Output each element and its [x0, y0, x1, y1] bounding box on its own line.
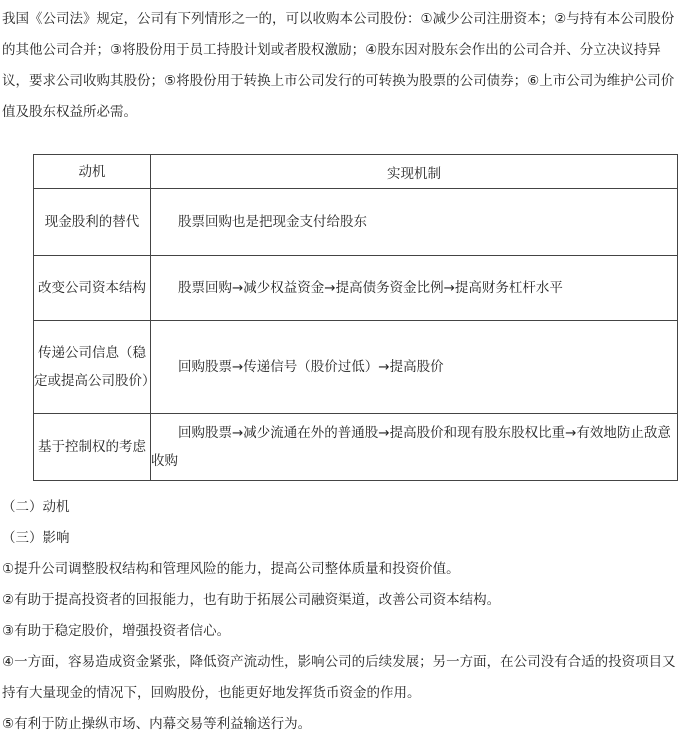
- table-cell-motive: 基于控制权的考虑: [34, 414, 151, 481]
- table-header-row: [34, 155, 678, 189]
- table-row: [34, 256, 678, 321]
- body-text: [2, 492, 678, 740]
- section-heading-impact: （三）影响: [2, 530, 70, 546]
- table-cell-mechanism: 回购股票→传递信号（股价过低）→提高股价: [151, 321, 678, 414]
- table-header-motive: 动机: [34, 155, 151, 189]
- impact-item: ②有助于提高投资者的回报能力，也有助于拓展公司融资渠道，改善公司资本结构。: [2, 592, 501, 608]
- table-cell-mechanism: 回购股票→减少流通在外的普通股→提高股价和现有股东股权比重→有效地防止敌意收购: [151, 414, 678, 481]
- impact-item: ⑤有利于防止操纵市场、内幕交易等利益输送行为。: [2, 716, 312, 732]
- table-cell-motive: 改变公司资本结构: [34, 256, 151, 321]
- impact-item: ①提升公司调整股权结构和管理风险的能力，提高公司整体质量和投资价值。: [2, 561, 460, 577]
- intro-paragraph: 我国《公司法》规定，公司有下列情形之一的，可以收购本公司股份：①减少公司注册资本；②与持有本公司股份的其他公司合并；③将股份用于员工持股计划或者股权激励；④股东因对股东会作出的公司合并、分立决议持异议，要求公司收购其股份；⑤将股份用于转换上市公司发行的可转换为股票的公司债券；⑥上市公司为维护公司价值及股东权益所必需。: [2, 11, 675, 120]
- table-row: [34, 414, 678, 481]
- impact-item: ③有助于稳定股价，增强投资者信心。: [2, 623, 231, 639]
- table-cell-mechanism: 股票回购→减少权益资金→提高债务资金比例→提高财务杠杆水平: [151, 256, 678, 321]
- table-cell-motive: 传递公司信息（稳定或提高公司股价）: [34, 321, 151, 414]
- table-header-mechanism: 实现机制: [151, 155, 678, 189]
- table-cell-mechanism: 股票回购也是把现金支付给股东: [151, 189, 678, 256]
- buyback-motive-table: [33, 154, 678, 481]
- table-row: [34, 321, 678, 414]
- table-cell-motive: 现金股利的替代: [34, 189, 151, 256]
- table-row: [34, 189, 678, 256]
- section-heading-motive: （二）动机: [2, 499, 70, 515]
- impact-item: ④一方面，容易造成资金紧张，降低资产流动性，影响公司的后续发展；另一方面，在公司没有合适的投资项目又持有大量现金的情况下，回购股份，也能更好地发挥货币资金的作用。: [2, 654, 676, 701]
